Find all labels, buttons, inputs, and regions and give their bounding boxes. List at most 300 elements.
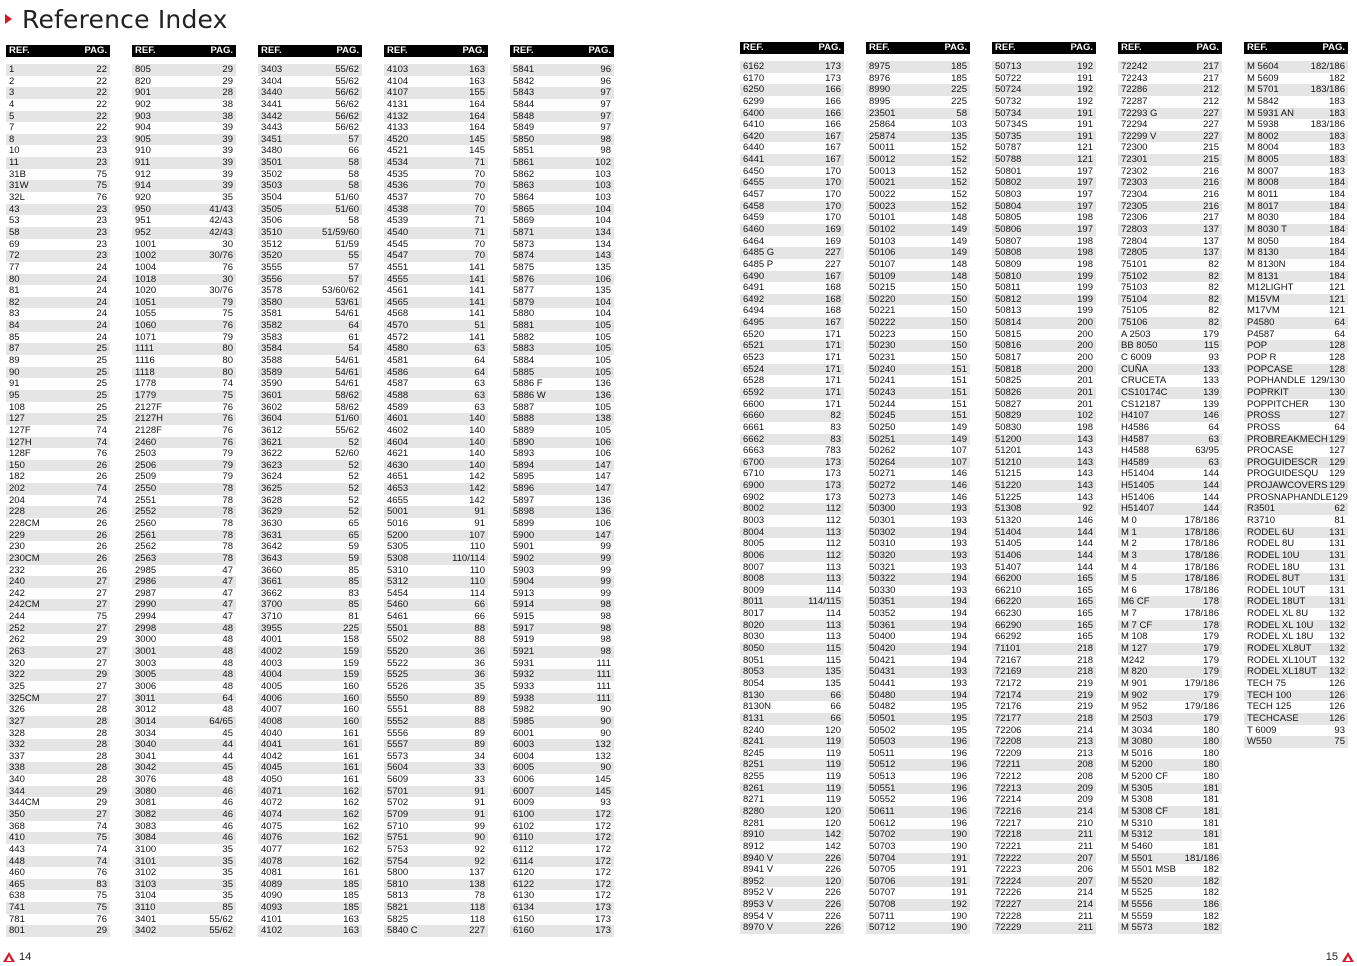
- page-cell: 180: [1203, 724, 1219, 736]
- page-cell: 22: [96, 98, 107, 110]
- page-cell: 194: [951, 619, 967, 631]
- page-cell: 25: [96, 401, 107, 413]
- ref-cell: RODEL XL18UT: [1247, 666, 1317, 678]
- index-row: [992, 806, 1096, 818]
- index-row: [866, 282, 970, 294]
- page-cell: 142: [469, 483, 485, 495]
- ref-cell: 50801: [995, 165, 1022, 177]
- index-row: [992, 166, 1096, 178]
- ref-cell: 6004: [513, 750, 535, 762]
- page-cell: 200: [1077, 340, 1093, 352]
- ref-cell: M 7: [1121, 608, 1137, 620]
- ref-cell: 4581: [387, 355, 409, 367]
- page-cell: 142: [469, 471, 485, 483]
- page-cell: 115: [825, 643, 841, 655]
- ref-cell: M12LIGHT: [1247, 282, 1294, 294]
- index-row: [740, 887, 844, 899]
- column-header: [992, 42, 1096, 54]
- ref-cell: 50262: [869, 445, 896, 457]
- index-row: [6, 145, 110, 157]
- page-cell: 162: [343, 843, 359, 855]
- index-row: [6, 367, 110, 379]
- ref-cell: M 8005: [1247, 154, 1279, 166]
- index-row: [258, 169, 362, 181]
- ref-cell: PROCASE: [1247, 445, 1294, 457]
- ref-cell: 4101: [261, 913, 283, 925]
- page-cell: 200: [1077, 317, 1093, 329]
- page-cell: 208: [1077, 759, 1093, 771]
- page-cell: 211: [1077, 829, 1093, 841]
- page-cell: 63: [474, 343, 485, 355]
- ref-cell: 51407: [995, 561, 1022, 573]
- ref-cell: 368: [9, 820, 25, 832]
- page-cell: 212: [1203, 95, 1219, 107]
- page-cell: 26: [96, 506, 107, 518]
- page-cell: 186: [1203, 899, 1219, 911]
- ref-cell: M 5200 CF: [1121, 771, 1168, 783]
- ref-cell: 4104: [387, 75, 409, 87]
- ref-cell: 8004: [743, 526, 765, 538]
- index-row: [740, 562, 844, 574]
- ref-cell: 5933: [513, 680, 535, 692]
- page-cell: 195: [951, 712, 967, 724]
- index-row: [866, 364, 970, 376]
- index-row: [740, 713, 844, 725]
- index-row: [384, 413, 488, 425]
- page-cell: 91: [474, 506, 485, 518]
- index-row: [132, 681, 236, 693]
- index-row: [384, 809, 488, 821]
- page-cell: 185: [343, 890, 359, 902]
- ref-cell: 5938: [513, 692, 535, 704]
- index-row: [1244, 212, 1348, 224]
- page-cell: 30/76: [209, 250, 233, 262]
- index-row: [866, 434, 970, 446]
- page-cell: 30/76: [209, 285, 233, 297]
- ref-cell: 50812: [995, 293, 1022, 305]
- page-cell: 197: [1077, 165, 1093, 177]
- page-cell: 111: [596, 680, 611, 692]
- page-cell: 149: [951, 247, 967, 259]
- page-cell: 103: [595, 192, 611, 204]
- index-row: [384, 728, 488, 740]
- ref-cell: 66210: [995, 584, 1022, 596]
- page-cell: 78: [222, 552, 233, 564]
- page-cell: 141: [469, 285, 485, 297]
- ref-cell: 1111: [135, 343, 155, 355]
- ref-cell: 51320: [995, 514, 1022, 526]
- ref-cell: 72304: [1121, 189, 1148, 201]
- index-row: [866, 725, 970, 737]
- index-row: [866, 922, 970, 934]
- index-row: [992, 550, 1096, 562]
- index-row: [1244, 375, 1348, 387]
- ref-cell: 263: [9, 646, 25, 658]
- ref-cell: 2998: [135, 622, 157, 634]
- index-row: [384, 111, 488, 123]
- ref-cell: M 8050: [1247, 235, 1279, 247]
- index-row: [740, 61, 844, 73]
- page-cell: 127: [1329, 410, 1345, 422]
- page-cell: 120: [825, 875, 841, 887]
- index-row: [132, 64, 236, 76]
- page-cell: 145: [595, 785, 611, 797]
- ref-cell: 5901: [513, 541, 535, 553]
- index-row: [866, 620, 970, 632]
- page-cell: 70: [474, 192, 485, 204]
- page-cell: 63: [474, 389, 485, 401]
- index-row: [258, 99, 362, 111]
- index-row: [866, 236, 970, 248]
- index-row: [510, 658, 614, 670]
- index-row: [258, 739, 362, 751]
- index-row: [6, 879, 110, 891]
- index-row: [1118, 713, 1222, 725]
- page-cell: 173: [825, 480, 841, 492]
- ref-cell: 6450: [743, 165, 765, 177]
- ref-cell: 4008: [261, 715, 283, 727]
- header-pag: PAG.: [588, 45, 611, 56]
- ref-cell: 5903: [513, 564, 535, 576]
- ref-cell: 3081: [135, 797, 157, 809]
- page-cell: 99: [600, 552, 611, 564]
- page-cell: 29: [222, 64, 233, 75]
- ref-cell: 3588: [261, 355, 283, 367]
- index-row: [1118, 282, 1222, 294]
- index-row: [132, 262, 236, 274]
- ref-cell: 5813: [387, 890, 409, 902]
- ref-cell: 2550: [135, 483, 157, 495]
- page-cell: 201: [1077, 375, 1093, 387]
- ref-cell: 410: [9, 832, 25, 844]
- page-cell: 82: [830, 410, 841, 422]
- ref-cell: 8912: [743, 840, 765, 852]
- page-cell: 121: [1329, 293, 1345, 305]
- index-row: [992, 177, 1096, 189]
- index-row: [6, 483, 110, 495]
- ref-cell: 50300: [869, 503, 896, 515]
- index-row: [740, 247, 844, 259]
- ref-cell: 4041: [261, 739, 283, 751]
- index-row: [132, 297, 236, 309]
- ref-cell: M 5460: [1121, 840, 1153, 852]
- ref-cell: 51220: [995, 480, 1022, 492]
- page-cell: 137: [1203, 247, 1219, 259]
- ref-cell: 2127F: [135, 401, 162, 413]
- ref-cell: 244: [9, 611, 25, 623]
- ref-cell: 5001: [387, 506, 409, 518]
- ref-cell: 4621: [387, 448, 409, 460]
- index-row: [866, 96, 970, 108]
- page-cell: 110/114: [452, 552, 485, 564]
- index-row: [6, 565, 110, 577]
- ref-cell: 240: [9, 576, 25, 588]
- ref-cell: 5709: [387, 809, 409, 820]
- index-row: [132, 832, 236, 844]
- page-cell: 140: [469, 436, 485, 448]
- page-cell: 141: [469, 273, 485, 285]
- page-cell: 63: [474, 401, 485, 413]
- ref-cell: 8952 V: [743, 887, 774, 899]
- index-row: [510, 623, 614, 635]
- ref-cell: 50250: [869, 421, 896, 433]
- index-row: [258, 378, 362, 390]
- index-row: [1244, 690, 1348, 702]
- index-row: [510, 437, 614, 449]
- index-row: [132, 111, 236, 123]
- page-cell: 48: [222, 646, 233, 658]
- index-row: [384, 308, 488, 320]
- index-row: [6, 64, 110, 76]
- index-row: [1118, 562, 1222, 574]
- ref-cell: 8975: [869, 61, 891, 72]
- page-cell: 144: [1077, 561, 1093, 573]
- index-row: [740, 410, 844, 422]
- ref-cell: 344: [9, 785, 25, 797]
- index-row: [740, 853, 844, 865]
- ref-cell: 4630: [387, 459, 409, 471]
- ref-cell: 90: [9, 366, 20, 378]
- ref-cell: 3000: [135, 634, 157, 646]
- ref-cell: 3: [9, 87, 15, 99]
- ref-cell: 72223: [995, 864, 1022, 876]
- ref-cell: 8240: [743, 724, 765, 736]
- ref-cell: 51405: [995, 538, 1022, 550]
- page-cell: 58: [348, 157, 359, 169]
- ref-cell: PROBREAKMECH: [1247, 433, 1328, 445]
- page-cell: 182: [1203, 887, 1219, 899]
- ref-cell: 6661: [743, 421, 765, 433]
- index-row: [992, 468, 1096, 480]
- index-row: [740, 585, 844, 597]
- index-row: [992, 887, 1096, 899]
- page-cell: 99: [600, 587, 611, 599]
- index-row: [6, 914, 110, 926]
- page-cell: 218: [1077, 666, 1093, 678]
- index-row: [510, 483, 614, 495]
- page-cell: 217: [1203, 212, 1219, 224]
- ref-cell: 3628: [261, 494, 283, 506]
- page-cell: 76: [222, 424, 233, 436]
- page-cell: 182: [1203, 922, 1219, 934]
- page-cell: 214: [1077, 724, 1093, 736]
- ref-cell: 6400: [743, 107, 765, 119]
- ref-cell: 4093: [261, 902, 283, 914]
- ref-cell: 5460: [387, 599, 409, 611]
- page-cell: 98: [600, 622, 611, 634]
- ref-cell: 4007: [261, 704, 283, 716]
- ref-cell: M 8008: [1247, 177, 1279, 189]
- index-row: [132, 611, 236, 623]
- page-cell: 114: [469, 587, 485, 599]
- ref-cell: 3041: [135, 750, 157, 762]
- index-column: [510, 45, 614, 937]
- index-row: [6, 204, 110, 216]
- index-row: [258, 448, 362, 460]
- index-row: [510, 751, 614, 763]
- index-row: [740, 515, 844, 527]
- page-cell: 47: [222, 576, 233, 588]
- index-row: [992, 725, 1096, 737]
- page-cell: 29: [96, 669, 107, 681]
- page-cell: 35: [474, 680, 485, 692]
- index-row: [6, 111, 110, 123]
- index-row: [866, 399, 970, 411]
- ref-cell: 5842: [513, 75, 535, 87]
- ref-cell: M 8030 T: [1247, 223, 1287, 235]
- ref-cell: 3110: [135, 902, 156, 914]
- ref-cell: 50264: [869, 456, 896, 468]
- index-row: [258, 460, 362, 472]
- index-row: [1118, 84, 1222, 96]
- page-cell: 132: [1329, 619, 1345, 631]
- page-cell: 198: [1077, 258, 1093, 270]
- page-cell: 191: [1077, 107, 1093, 119]
- page-cell: 26: [96, 459, 107, 471]
- index-row: [6, 308, 110, 320]
- index-row: [132, 716, 236, 728]
- index-row: [866, 887, 970, 899]
- page-cell: 105: [595, 355, 611, 367]
- page-cell: 120: [825, 817, 841, 829]
- index-row: [384, 227, 488, 239]
- page-cell: 130: [1329, 398, 1345, 410]
- ref-cell: 5461: [387, 611, 409, 623]
- ref-cell: 5896: [513, 483, 535, 495]
- index-row: [258, 728, 362, 740]
- page-cell: 82: [1208, 305, 1219, 317]
- index-row: [992, 189, 1096, 201]
- index-row: [258, 634, 362, 646]
- index-row: [510, 832, 614, 844]
- ref-cell: 4072: [261, 797, 283, 809]
- page-cell: 23: [96, 157, 107, 169]
- index-row: [132, 122, 236, 134]
- page-cell: 179: [1203, 654, 1219, 666]
- index-row: [258, 704, 362, 716]
- ref-cell: RODEL 6U: [1247, 526, 1295, 538]
- page-cell: 55: [348, 250, 359, 262]
- index-row: [740, 259, 844, 271]
- page-cell: 38: [222, 110, 233, 122]
- page-cell: 181: [1203, 806, 1219, 817]
- page-cell: 74: [96, 483, 107, 495]
- ref-cell: 252: [9, 622, 25, 634]
- page-cell: 28: [222, 87, 233, 99]
- index-row: [992, 61, 1096, 73]
- index-row: [6, 495, 110, 507]
- page-cell: 182: [1203, 910, 1219, 922]
- index-row: [258, 320, 362, 332]
- index-row: [384, 297, 488, 309]
- index-row: [1118, 224, 1222, 236]
- page-cell: 23: [96, 145, 107, 157]
- index-row: [132, 402, 236, 414]
- page-cell: 48: [222, 704, 233, 716]
- ref-cell: 50330: [869, 584, 896, 596]
- index-row: [1118, 759, 1222, 771]
- index-row: [1118, 922, 1222, 934]
- index-row: [132, 355, 236, 367]
- page-cell: 39: [222, 157, 233, 169]
- ref-cell: 50830: [995, 421, 1022, 433]
- page-cell: 184: [1329, 177, 1345, 189]
- ref-cell: 4076: [261, 832, 283, 844]
- index-row: [866, 108, 970, 120]
- page-cell: 78: [222, 541, 233, 553]
- title-marker-icon: [5, 14, 12, 24]
- index-row: [510, 355, 614, 367]
- index-row: [510, 320, 614, 332]
- page-cell: 180: [1203, 736, 1219, 748]
- index-row: [740, 748, 844, 760]
- index-row: [384, 762, 488, 774]
- column-header: [6, 45, 110, 57]
- index-row: [992, 399, 1096, 411]
- page-cell: 165: [1077, 608, 1093, 620]
- ref-cell: CRUCETA: [1121, 375, 1167, 387]
- page-cell: 227: [1203, 119, 1219, 131]
- page-cell: 178/186: [1184, 573, 1219, 585]
- index-row: [740, 643, 844, 655]
- page-cell: 161: [343, 727, 359, 739]
- ref-cell: 2994: [135, 611, 157, 623]
- ref-cell: 328: [9, 727, 25, 739]
- index-row: [866, 61, 970, 73]
- index-row: [992, 515, 1096, 527]
- page-cell: 225: [951, 95, 967, 107]
- ref-cell: 50273: [869, 491, 896, 503]
- index-row: [1244, 678, 1348, 690]
- ref-cell: PROSNAPHANDLE: [1247, 491, 1332, 503]
- ref-cell: 6007: [513, 785, 535, 797]
- page-cell: 51/59: [335, 238, 359, 250]
- ref-cell: 801: [9, 925, 25, 937]
- page-cell: 76: [96, 867, 107, 879]
- index-row: [6, 634, 110, 646]
- index-row: [992, 259, 1096, 271]
- index-row: [1118, 631, 1222, 643]
- index-row: [992, 783, 1096, 795]
- ref-cell: 50223: [869, 328, 896, 340]
- page-cell: 168: [825, 282, 841, 294]
- ref-cell: 3014: [135, 715, 157, 727]
- index-row: [384, 87, 488, 99]
- ref-cell: 4074: [261, 809, 283, 820]
- index-row: [1118, 445, 1222, 457]
- index-row: [740, 84, 844, 96]
- ref-cell: 72213: [995, 782, 1022, 794]
- page-cell: 27: [96, 622, 107, 634]
- index-row: [866, 876, 970, 888]
- page-cell: 179: [1203, 328, 1219, 340]
- ref-cell: 1051: [135, 296, 157, 308]
- ref-cell: 50788: [995, 154, 1022, 166]
- ref-cell: M 4: [1121, 561, 1137, 573]
- page-cell: 168: [825, 293, 841, 305]
- index-row: [6, 87, 110, 99]
- ref-cell: RODEL XL10UT: [1247, 654, 1317, 666]
- index-row: [1118, 690, 1222, 702]
- ref-cell: 6005: [513, 762, 535, 774]
- index-row: [510, 716, 614, 728]
- ref-cell: 50502: [869, 724, 896, 736]
- ref-cell: H51404: [1121, 468, 1155, 480]
- index-row: [1244, 701, 1348, 713]
- index-row: [258, 390, 362, 402]
- index-row: [510, 332, 614, 344]
- page-cell: 105: [595, 401, 611, 413]
